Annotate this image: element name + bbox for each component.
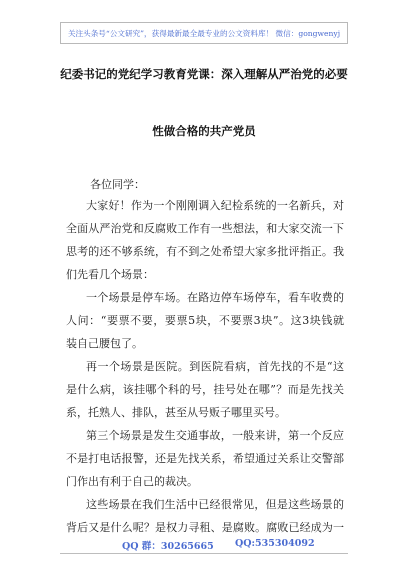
header-promo-text: 关注头条号“公文研究”，获得最新最全最专业的公文资料库！ 微信：gongwenyj xyxy=(67,28,341,38)
body-line: 背后又是什么呢？是权力寻租、是腐败。腐败已经成为一 xyxy=(66,521,344,534)
body-line: 不是打电话报警，还是先找关系，希望通过关系让交警部 xyxy=(66,452,344,465)
body-line: 第三个场景是发生交通事故，一般来讲，第一个反应 xyxy=(86,429,344,442)
footer-qq-group: QQ 群：30265665 xyxy=(122,541,214,552)
body-line: 们先看几个场景： xyxy=(66,268,154,281)
body-line: 再一个场景是医院。到医院看病，首先找的不是“这 xyxy=(86,360,344,373)
header-banner xyxy=(60,22,348,44)
footer xyxy=(0,534,408,556)
greeting: 各位同学： xyxy=(90,178,145,191)
body-line: 是什么病，该挂哪个科的号，挂号处在哪”？而是先找关 xyxy=(66,383,344,396)
body-line: 人问：“要票不要，要票5块，不要票3块”。这3块钱就 xyxy=(66,314,344,327)
body-line: 装自己腰包了。 xyxy=(66,337,143,350)
footer-qq: QQ:535304092 xyxy=(235,538,315,549)
body-line: 这些场景在我们生活中已经很常见，但是这些场景的 xyxy=(86,498,344,511)
document-title-line-2: 性做合格的共产党员 xyxy=(152,124,256,138)
footer-divider xyxy=(60,553,348,554)
body-line: 门作出有利于自己的裁决。 xyxy=(66,475,198,488)
body-line: 全面从严治党和反腐败工作有一些想法，和大家交流一下 xyxy=(66,222,344,235)
body-line: 系，托熟人、排队，甚至从号贩子哪里买号。 xyxy=(66,406,286,419)
body-line: 思考的还不够系统，有不到之处希望大家多批评指正。我 xyxy=(66,245,344,258)
body-line: 大家好！作为一个刚刚调入纪检系统的一名新兵，对 xyxy=(86,199,344,212)
document-title-line-1: 纪委书记的党纪学习教育党课：深入理解从严治党的必要 xyxy=(60,67,348,81)
body-line: 一个场景是停车场。在路边停车场停车，看车收费的 xyxy=(86,291,344,304)
